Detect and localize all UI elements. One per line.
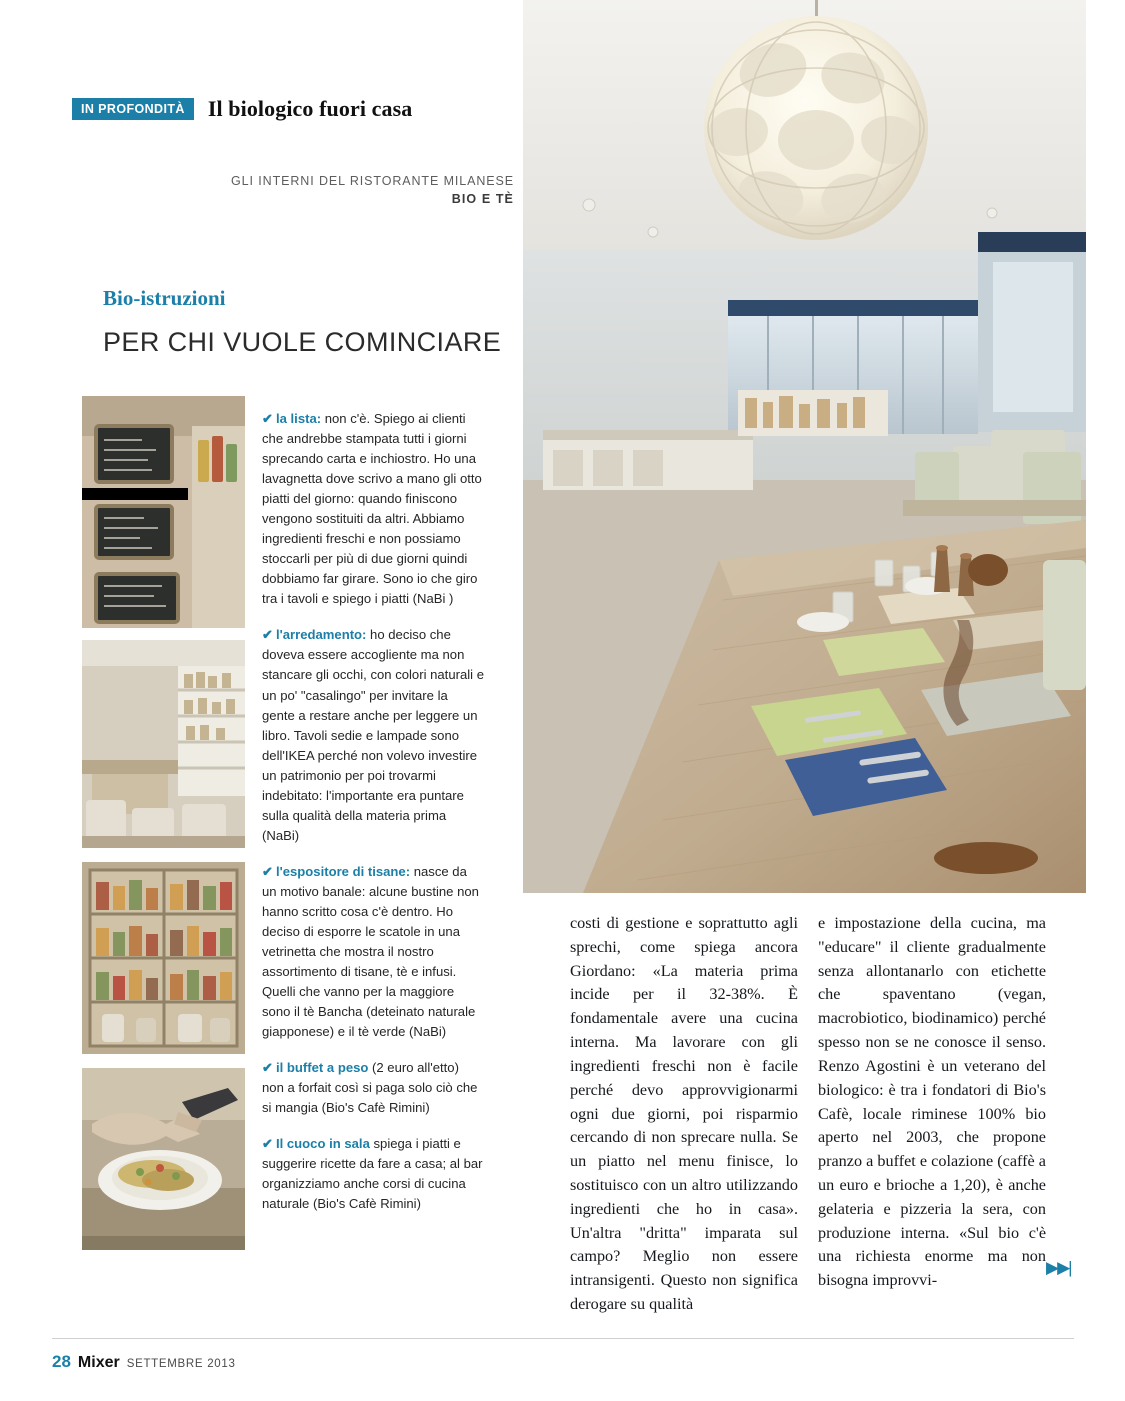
page-number: 28 (52, 1352, 71, 1371)
tip-lead: la lista: (275, 411, 322, 427)
page-footer (52, 1352, 236, 1372)
thumbnail-chef-plating-dish (82, 1068, 245, 1250)
article-title: Il biologico fuori casa (207, 96, 413, 121)
photo-caption-line-2: BIO E TÈ (451, 192, 514, 207)
photo-caption (190, 172, 514, 208)
tip-lead: l'espositore di tisane: (275, 863, 411, 879)
tips-list (262, 396, 484, 1230)
tip-item (262, 409, 484, 609)
thumbnail-tea-display-cabinet (82, 862, 245, 1054)
body-column-1 (570, 912, 798, 1317)
magazine-name: Mixer (77, 1354, 120, 1371)
tip-text: spiega i piatti e suggerire ricette da fare a casa; al bar organizziamo anche corsi di cucina naturale (Bio's Cafè Rimini) (262, 1136, 483, 1212)
section-eyebrow: Bio-istruzioni (103, 286, 226, 310)
tip-lead: l'arredamento: (275, 627, 367, 643)
tip-lead: il buffet a peso (275, 1060, 369, 1076)
section-tag: IN PROFONDITÀ (72, 98, 194, 120)
check-icon: ✔ (262, 627, 273, 643)
tip-lead: Il cuoco in sala (275, 1136, 370, 1152)
tip-text: ho deciso che doveva essere accogliente ma non stancare gli occhi, con colori naturali e un po' "casalingo" per invitare la gente a restare anche per leggere un libro. Tavoli sedie e lampade sono dell'IKEA perché non volevo investire un patrimonio per poi trovarmi indebitato: l'importante era puntare sulla qualità della materia prima (NaBi) (262, 627, 484, 843)
body-paragraph: e impostazione della cucina, ma "educare" il cliente gradualmente senza allontanarlo con etichette che spaventano (vegan, macrobiotico, biodinamico) perché spesso non se ne conosce il senso. Renzo Agostini è un veterano del biologico: è tra i fondatori di Bio's Cafè, locale riminese 100% bio aperto nel 2003, che propone pranzo a buffet e colazione (caffè a un euro e brioche a 1,20), è anche gelateria e pizzeria la sera, con produzione interna. «Sul bio c'è una richiesta enorme ma non bisogna improvvi- (818, 914, 1046, 1290)
tip-text: nasce da un motivo banale: alcune bustine non hanno scritto cosa c'è dentro. Ho deciso di esporre le scatole in una vetrinetta che mostra il nostro assortimento di tisane, tè e infusi. Quelli che vanno per la maggiore sono il tè Bancha (deteinato naturale giapponese) e il tè verde (NaBi) (262, 863, 479, 1039)
body-column-2 (818, 912, 1046, 1293)
tip-item (262, 862, 484, 1042)
tip-item (262, 1058, 484, 1118)
tip-text: non c'è. Spiego ai clienti che andrebbe stampata tutti i giorni sprecando carta e inchiostro. Ho una lavagnetta dove scrivo a mano gli otto piatti del giorno: quando finiscono vengono sostituiti da altri. Abbiamo ingredienti freschi e non possiamo stoccarli per più di due giorni quindi dobbiamo far girare. Sono io che giro tra i tavoli e spiego i piatti (NaBi ) (262, 411, 482, 607)
continuation-arrow-icon: ▶▶| (1046, 1258, 1071, 1277)
thumbnail-chalkboard-menu (82, 396, 245, 628)
article-kicker (72, 96, 412, 122)
tip-item (262, 1134, 484, 1214)
check-icon: ✔ (262, 863, 273, 879)
check-icon: ✔ (262, 1060, 273, 1076)
section-title: PER CHI VUOLE COMINCIARE (103, 327, 502, 357)
issue-date: SETTEMBRE 2013 (126, 1358, 236, 1370)
body-paragraph: costi di gestione e soprattutto agli sprechi, come spiega ancora Giordano: «La materia prima incide per il 32-38%. È fondamentale avere una cucina interna. Ma lavorare con gli ingredienti freschi non è facile perché devo approvvigionarmi ogni due giorni, poi risparmio cercando di non sprecare nulla. Se un piatto nel menu finisce, lo sostituisco con un altro utilizzando ingredienti che ho in casa». Un'altra "dritta" imparata sul campo? Meglio non essere intransigenti. Questo non significa derogare su qualità (570, 914, 798, 1313)
check-icon: ✔ (262, 1136, 273, 1152)
photo-caption-line-1: GLI INTERNI DEL RISTORANTE MILANESE (231, 174, 514, 188)
tip-text: (2 euro all'etto) non a forfait così si paga solo ciò che si mangia (Bio's Cafè Rimini) (262, 1060, 478, 1116)
thumbnail-shop-shelves (82, 640, 245, 848)
check-icon: ✔ (262, 411, 273, 427)
restaurant-interior-photo (523, 0, 1086, 893)
tip-item (262, 625, 484, 845)
footer-divider (52, 1338, 1074, 1339)
